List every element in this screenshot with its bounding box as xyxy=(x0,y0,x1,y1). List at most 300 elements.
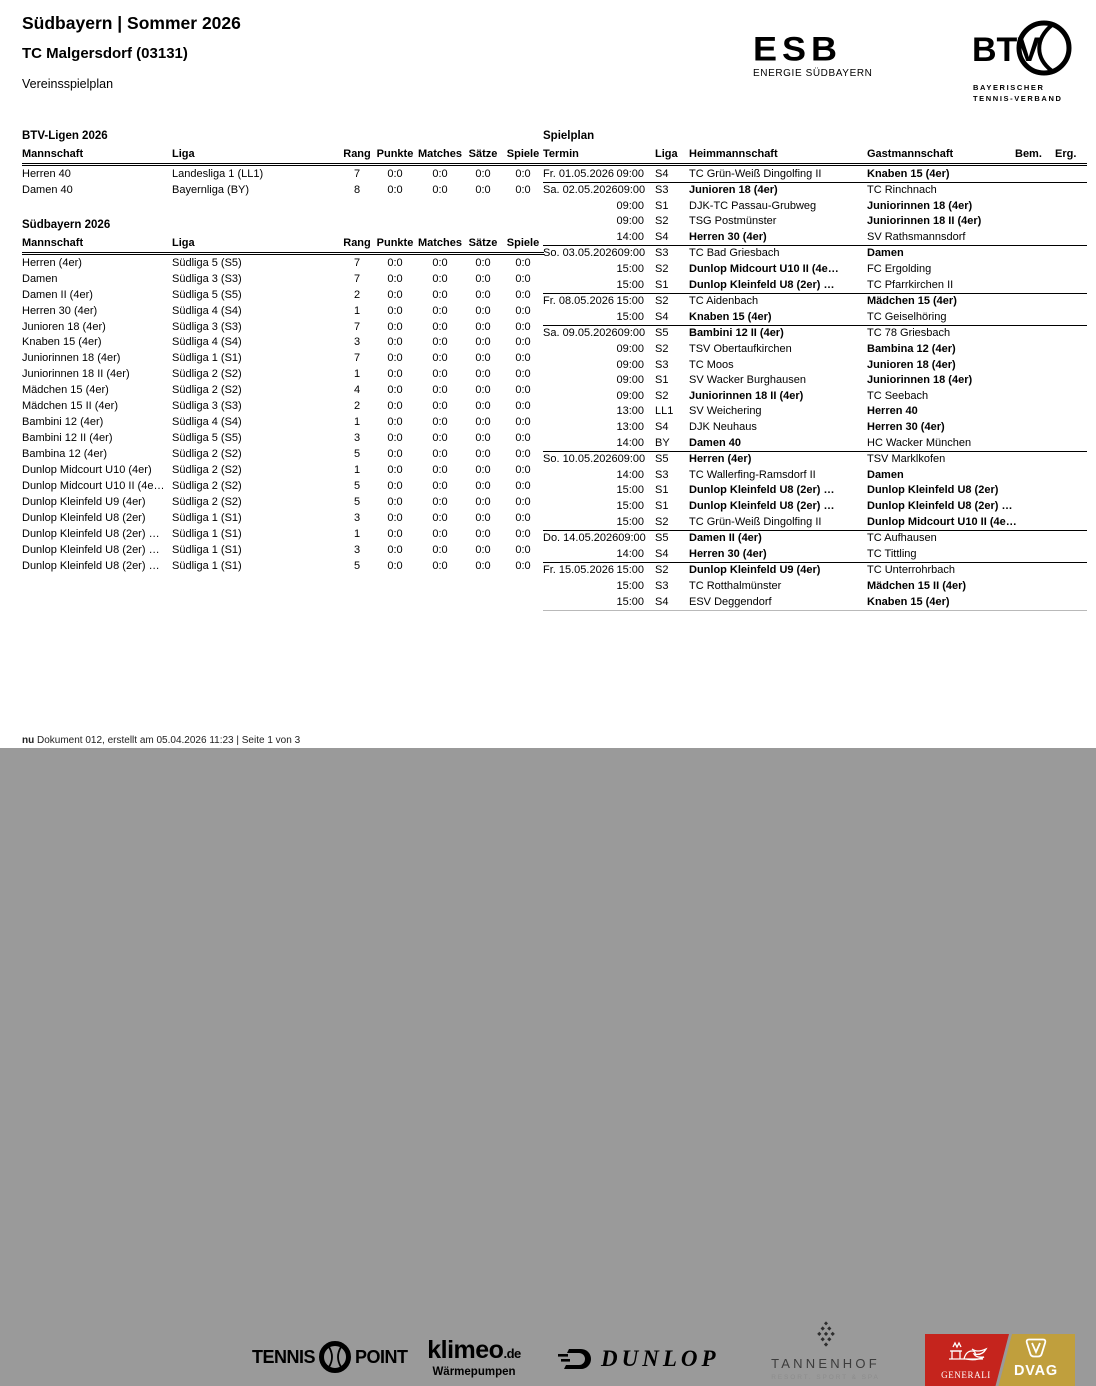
team: Knaben 15 (4er) xyxy=(22,336,102,349)
punkte: 0:0 xyxy=(387,512,403,525)
klimeo-caption: Wärmepumpen xyxy=(432,1366,516,1378)
termin xyxy=(543,483,651,499)
guest-team: HC Wacker München xyxy=(867,435,1013,451)
league-table-row xyxy=(22,287,544,303)
match-time: 09:00 xyxy=(616,343,644,356)
svg-text:BTV: BTV xyxy=(972,31,1040,69)
liga-code: S4 xyxy=(651,309,689,325)
col-header-heimmannschaft: Heimmannschaft xyxy=(689,147,867,165)
liga-code: S1 xyxy=(655,199,669,212)
ergebnis xyxy=(1053,483,1087,499)
esb-logo xyxy=(753,29,873,79)
tennis-ball-icon xyxy=(972,20,1076,108)
match-time: 09:00 xyxy=(617,247,646,260)
match-date: Fr. 01.05.2026 xyxy=(543,167,614,180)
match-time: 09:00 xyxy=(616,389,644,402)
home-team: Bambini 12 II (4er) xyxy=(689,327,784,340)
guest-team: Herren 30 (4er) xyxy=(867,421,945,433)
ergebnis xyxy=(1053,309,1087,325)
matches: 0:0 xyxy=(432,560,448,573)
home-team: SV Weichering xyxy=(689,405,762,418)
spiele: 0:0 xyxy=(515,432,531,445)
bemerkung xyxy=(1013,498,1053,514)
guest-team: TC Seebach xyxy=(867,389,929,402)
bemerkung xyxy=(1013,198,1053,214)
home-team: TC Wallerfing-Ramsdorf II xyxy=(689,468,816,481)
col-header-liga: Liga xyxy=(172,147,340,165)
v-shield-icon xyxy=(1025,1338,1047,1358)
ergebnis xyxy=(1053,342,1087,358)
match-time: 15:00 xyxy=(616,484,644,497)
table-header-row xyxy=(543,147,1087,165)
club-title: TC Malgersdorf (03131) xyxy=(22,45,188,62)
termin xyxy=(543,435,651,451)
saetze: 0:0 xyxy=(475,544,491,557)
match-time: 09:00 xyxy=(617,453,646,466)
ergebnis xyxy=(1053,514,1087,530)
league-table-row xyxy=(22,351,544,367)
svg-text:TENNIS-VERBAND: TENNIS-VERBAND xyxy=(973,94,1063,103)
match-date: Sa. 09.05.2026 xyxy=(543,327,618,340)
footer-prefix: nu xyxy=(22,735,35,746)
tannenhof-logo xyxy=(768,1322,883,1381)
spiele: 0:0 xyxy=(515,304,531,317)
schedule-row xyxy=(543,229,1087,245)
flying-d-icon xyxy=(557,1346,593,1372)
liga: Südliga 1 (S1) xyxy=(172,528,242,541)
liga-code: S3 xyxy=(655,468,669,481)
league-table-row xyxy=(22,182,544,198)
guest-team: Herren 40 xyxy=(867,405,918,418)
home-team: Herren (4er) xyxy=(689,453,752,466)
punkte: 0:0 xyxy=(387,464,403,477)
team: Dunlop Midcourt U10 (4er) xyxy=(22,464,152,477)
spiele: 0:0 xyxy=(515,400,531,413)
rang: 1 xyxy=(353,304,361,317)
col-header-rang: Rang xyxy=(340,147,374,165)
match-time: 15:00 xyxy=(616,310,644,323)
team: Damen 40 xyxy=(22,183,73,196)
ergebnis xyxy=(1053,277,1087,293)
ergebnis xyxy=(1053,467,1087,483)
dvag-block xyxy=(1005,1338,1067,1379)
spiele: 0:0 xyxy=(515,368,531,381)
liga-code: S2 xyxy=(655,389,669,402)
spiele: 0:0 xyxy=(515,416,531,429)
matches: 0:0 xyxy=(432,432,448,445)
tannenhof-caption: RESORT. SPORT & SPA xyxy=(771,1374,880,1381)
schedule-row xyxy=(543,277,1087,293)
tannenhof-name: TANNENHOF xyxy=(771,1356,880,1371)
liga-code: S2 xyxy=(655,343,669,356)
guest-team: Damen xyxy=(867,247,904,260)
match-time: 09:00 xyxy=(616,374,644,387)
spiele: 0:0 xyxy=(515,496,531,509)
home-team: Herren 30 (4er) xyxy=(689,229,867,245)
schedule-row xyxy=(543,357,1087,373)
btv-ligen-table xyxy=(22,147,544,198)
match-time: 09:00 xyxy=(616,199,644,212)
col-header-termin: Termin xyxy=(543,147,651,165)
col-header-liga: Liga xyxy=(172,236,340,254)
rang: 8 xyxy=(353,183,361,196)
rang: 2 xyxy=(353,288,361,301)
termin xyxy=(543,262,651,278)
team: Dunlop Kleinfeld U8 (2er) xyxy=(22,512,146,525)
matches: 0:0 xyxy=(432,304,448,317)
schedule-row xyxy=(543,420,1087,436)
punkte: 0:0 xyxy=(387,496,403,509)
league-table-row xyxy=(22,479,544,495)
liga: Bayernliga (BY) xyxy=(172,183,250,196)
schedule-table xyxy=(543,147,1087,611)
table-header-row xyxy=(22,236,544,254)
liga: Südliga 5 (S5) xyxy=(172,432,242,445)
termin xyxy=(543,420,651,436)
match-time: 09:00 xyxy=(616,215,644,228)
punkte: 0:0 xyxy=(387,560,403,573)
rang: 3 xyxy=(353,512,361,525)
saetze: 0:0 xyxy=(475,528,491,541)
liga-code: S4 xyxy=(651,165,689,183)
matches: 0:0 xyxy=(432,272,448,285)
dunlop-logo xyxy=(557,1346,720,1372)
team: Bambini 12 II (4er) xyxy=(22,432,113,445)
rang: 7 xyxy=(353,320,361,333)
match-time: 14:00 xyxy=(616,436,644,449)
bemerkung xyxy=(1013,214,1053,230)
bemerkung xyxy=(1013,404,1053,420)
termin xyxy=(543,293,651,309)
guest-team: TC Unterrohrbach xyxy=(867,564,956,577)
guest-team: Junioren 18 (4er) xyxy=(867,358,956,371)
liga-code: S4 xyxy=(655,421,669,433)
match-time: 13:00 xyxy=(616,405,644,418)
rang: 1 xyxy=(353,416,361,429)
liga: Südliga 3 (S3) xyxy=(172,272,242,285)
punkte: 0:0 xyxy=(387,384,403,397)
rang: 4 xyxy=(353,384,361,397)
bemerkung xyxy=(1013,357,1053,373)
liga: Landesliga 1 (LL1) xyxy=(172,167,264,180)
match-time: 14:00 xyxy=(616,468,644,481)
home-team: TC Rotthalmünster xyxy=(689,579,782,592)
rang: 3 xyxy=(353,336,361,349)
bemerkung xyxy=(1013,325,1053,341)
punkte: 0:0 xyxy=(387,304,403,317)
rang: 1 xyxy=(353,464,361,477)
saetze: 0:0 xyxy=(475,384,491,397)
liga: Südliga 2 (S2) xyxy=(172,480,242,493)
col-header-punkte: Punkte xyxy=(374,236,416,254)
liga: Südliga 4 (S4) xyxy=(172,304,242,317)
matches: 0:0 xyxy=(432,320,448,333)
schedule-title: Spielplan xyxy=(543,130,595,142)
liga-code: S4 xyxy=(651,594,689,610)
klimeo-wordmark: klimeo.de xyxy=(427,1336,521,1364)
team: Bambina 12 (4er) xyxy=(22,448,107,461)
schedule-row xyxy=(543,165,1087,183)
generali-label: GENERALI xyxy=(941,1370,991,1380)
home-team: Dunlop Kleinfeld U8 (2er) … xyxy=(689,484,835,497)
team: Damen xyxy=(22,272,58,285)
match-date: Fr. 08.05.2026 xyxy=(543,295,614,308)
liga-code: S5 xyxy=(655,453,669,466)
guest-team: Knaben 15 (4er) xyxy=(867,594,1013,610)
match-date: So. 10.05.2026 xyxy=(543,453,618,466)
col-header-spiele: Spiele xyxy=(502,147,544,165)
sponsor-strip xyxy=(0,658,1096,1381)
punkte: 0:0 xyxy=(387,320,403,333)
punkte: 0:0 xyxy=(387,544,403,557)
schedule-row xyxy=(543,451,1087,467)
saetze: 0:0 xyxy=(475,183,491,196)
league-table-row xyxy=(22,463,544,479)
liga-code: S2 xyxy=(651,514,689,530)
guest-team: Mädchen 15 (4er) xyxy=(867,295,957,308)
home-team: SV Wacker Burghausen xyxy=(689,374,806,387)
rang: 5 xyxy=(353,496,361,509)
team: Herren 30 (4er) xyxy=(22,304,98,317)
liga: Südliga 2 (S2) xyxy=(172,496,242,509)
schedule-row xyxy=(543,435,1087,451)
league-table-row xyxy=(22,165,544,182)
home-team: TSV Obertaufkirchen xyxy=(689,343,792,356)
ergebnis xyxy=(1053,229,1087,245)
punkte: 0:0 xyxy=(387,416,403,429)
matches: 0:0 xyxy=(432,256,448,269)
punkte: 0:0 xyxy=(387,272,403,285)
guest-team: TC 78 Griesbach xyxy=(867,327,951,340)
matches: 0:0 xyxy=(432,336,448,349)
saetze: 0:0 xyxy=(475,352,491,365)
league-table-row xyxy=(22,319,544,335)
home-team: Knaben 15 (4er) xyxy=(689,309,867,325)
saetze: 0:0 xyxy=(475,560,491,573)
liga: Südliga 1 (S1) xyxy=(172,512,242,525)
pinecone-icon xyxy=(814,1322,838,1349)
termin xyxy=(543,342,651,358)
col-header-mannschaft: Mannschaft xyxy=(22,236,172,254)
bemerkung xyxy=(1013,262,1053,278)
svg-text:BAYERISCHER: BAYERISCHER xyxy=(973,83,1045,92)
team: Juniorinnen 18 (4er) xyxy=(22,352,121,365)
rang: 7 xyxy=(353,272,361,285)
liga-code: S3 xyxy=(655,358,669,371)
match-time: 15:00 xyxy=(616,295,644,308)
team: Junioren 18 (4er) xyxy=(22,320,106,333)
guest-team: Bambina 12 (4er) xyxy=(867,343,956,356)
termin xyxy=(543,165,651,183)
termin xyxy=(543,498,651,514)
saetze: 0:0 xyxy=(475,448,491,461)
match-date: So. 03.05.2026 xyxy=(543,247,618,260)
btv-ligen-title: BTV-Ligen 2026 xyxy=(22,130,108,142)
home-team: Dunlop Kleinfeld U8 (2er) … xyxy=(689,499,835,512)
home-team: TC Moos xyxy=(689,358,734,371)
league-table-row xyxy=(22,303,544,319)
punkte: 0:0 xyxy=(387,336,403,349)
schedule-row xyxy=(543,388,1087,404)
guest-team: TSV Marklkofen xyxy=(867,453,946,466)
saetze: 0:0 xyxy=(475,336,491,349)
league-table-row xyxy=(22,542,544,558)
tennis-point-logo xyxy=(252,1340,408,1374)
match-time: 09:00 xyxy=(617,327,646,340)
matches: 0:0 xyxy=(432,496,448,509)
team: Dunlop Kleinfeld U9 (4er) xyxy=(22,496,146,509)
saetze: 0:0 xyxy=(475,400,491,413)
spiele: 0:0 xyxy=(515,183,531,196)
league-table-row xyxy=(22,253,544,270)
dvag-label: DVAG xyxy=(1013,1363,1059,1379)
league-table-row xyxy=(22,431,544,447)
suedbayern-title: Südbayern 2026 xyxy=(22,218,111,231)
matches: 0:0 xyxy=(432,528,448,541)
ergebnis xyxy=(1053,245,1087,261)
ergebnis xyxy=(1053,435,1087,451)
spiele: 0:0 xyxy=(515,167,531,180)
match-time: 15:00 xyxy=(616,278,644,291)
liga-code: S2 xyxy=(655,263,669,276)
spiele: 0:0 xyxy=(515,288,531,301)
col-header-bem: Bem. xyxy=(1013,147,1053,165)
home-team: Juniorinnen 18 II (4er) xyxy=(689,389,804,402)
match-date: Do. 14.05.2026 xyxy=(543,532,619,545)
bemerkung xyxy=(1013,245,1053,261)
bemerkung xyxy=(1013,277,1053,293)
match-date: Sa. 02.05.2026 xyxy=(543,184,618,197)
home-team: Dunlop Kleinfeld U9 (4er) xyxy=(689,564,821,577)
punkte: 0:0 xyxy=(387,288,403,301)
spiele: 0:0 xyxy=(515,256,531,269)
col-header-liga: Liga xyxy=(651,147,689,165)
saetze: 0:0 xyxy=(475,464,491,477)
bemerkung xyxy=(1013,420,1053,436)
tennis-point-right-text: POINT xyxy=(355,1346,408,1367)
schedule-row xyxy=(543,404,1087,420)
schedule-row xyxy=(543,373,1087,389)
page-title: Südbayern | Sommer 2026 xyxy=(22,13,241,33)
saetze: 0:0 xyxy=(475,320,491,333)
bemerkung xyxy=(1013,342,1053,358)
punkte: 0:0 xyxy=(387,480,403,493)
bemerkung xyxy=(1013,182,1053,198)
termin xyxy=(543,182,651,198)
schedule-row xyxy=(543,578,1087,594)
schedule-row xyxy=(543,546,1087,562)
saetze: 0:0 xyxy=(475,272,491,285)
team: Damen II (4er) xyxy=(22,288,93,301)
league-tables-section xyxy=(22,130,538,574)
punkte: 0:0 xyxy=(387,256,403,269)
match-time: 15:00 xyxy=(616,564,644,577)
termin xyxy=(543,229,651,245)
klimeo-logo xyxy=(424,1338,524,1378)
home-team: Damen II (4er) xyxy=(689,532,762,545)
liga-code: LL1 xyxy=(655,405,674,418)
tennis-point-left-text: TENNIS xyxy=(252,1346,316,1367)
generali-block xyxy=(931,1337,1001,1380)
spiele: 0:0 xyxy=(515,560,531,573)
liga: Südliga 1 (S1) xyxy=(172,560,242,573)
team: Dunlop Kleinfeld U8 (2er) … xyxy=(22,528,160,541)
rang: 2 xyxy=(353,400,361,413)
team: Dunlop Kleinfeld U8 (2er) … xyxy=(22,560,160,573)
liga-code: S5 xyxy=(655,327,669,340)
spiele: 0:0 xyxy=(515,512,531,525)
bemerkung xyxy=(1013,483,1053,499)
ergebnis xyxy=(1053,262,1087,278)
home-team: TC Bad Griesbach xyxy=(689,247,780,260)
league-table-row xyxy=(22,510,544,526)
saetze: 0:0 xyxy=(475,368,491,381)
home-team: TC Grün-Weiß Dingolfing II xyxy=(689,514,867,530)
spiele: 0:0 xyxy=(515,544,531,557)
matches: 0:0 xyxy=(432,352,448,365)
schedule-row xyxy=(543,562,1087,578)
guest-team: Dunlop Kleinfeld U8 (2er) … xyxy=(867,499,1013,512)
schedule-row xyxy=(543,530,1087,546)
footer-text: Dokument 012, erstellt am 05.04.2026 11:23 | Seite 1 von 3 xyxy=(37,735,301,746)
bemerkung xyxy=(1013,530,1053,546)
ergebnis xyxy=(1053,293,1087,309)
schedule-row xyxy=(543,182,1087,198)
matches: 0:0 xyxy=(432,480,448,493)
liga-code: S4 xyxy=(651,546,689,562)
guest-team: TC Geiselhöring xyxy=(867,309,1013,325)
saetze: 0:0 xyxy=(475,167,491,180)
home-team: ESV Deggendorf xyxy=(689,594,867,610)
team: Mädchen 15 (4er) xyxy=(22,384,109,397)
liga: Südliga 4 (S4) xyxy=(172,336,242,349)
ergebnis xyxy=(1053,451,1087,467)
schedule-row xyxy=(543,342,1087,358)
ergebnis xyxy=(1053,325,1087,341)
saetze: 0:0 xyxy=(475,256,491,269)
schedule-row xyxy=(543,309,1087,325)
match-time: 13:00 xyxy=(616,421,644,433)
termin xyxy=(543,388,651,404)
ergebnis xyxy=(1053,530,1087,546)
rang: 7 xyxy=(353,167,361,180)
col-header-gastmannschaft: Gastmannschaft xyxy=(867,147,1013,165)
tennis-ball-icon xyxy=(318,1340,352,1374)
generali-dvag-logo xyxy=(925,1334,1075,1386)
spiele: 0:0 xyxy=(515,448,531,461)
liga-code: S2 xyxy=(655,564,669,577)
liga-code: S1 xyxy=(651,277,689,293)
guest-team: TC Tittling xyxy=(867,546,1013,562)
home-team: TC Grün-Weiß Dingolfing II xyxy=(689,165,867,183)
punkte: 0:0 xyxy=(387,183,403,196)
punkte: 0:0 xyxy=(387,352,403,365)
match-time: 09:00 xyxy=(616,358,644,371)
winged-lion-icon xyxy=(944,1337,988,1365)
col-header-rang: Rang xyxy=(340,236,374,254)
guest-team: Mädchen 15 II (4er) xyxy=(867,579,967,592)
team: Bambini 12 (4er) xyxy=(22,416,104,429)
matches: 0:0 xyxy=(432,400,448,413)
match-time: 15:00 xyxy=(616,499,644,512)
saetze: 0:0 xyxy=(475,512,491,525)
bemerkung xyxy=(1013,373,1053,389)
liga: Südliga 5 (S5) xyxy=(172,256,242,269)
ergebnis xyxy=(1053,562,1087,578)
matches: 0:0 xyxy=(432,183,448,196)
bemerkung xyxy=(1013,514,1053,530)
home-team: Dunlop Midcourt U10 II (4e… xyxy=(689,263,839,276)
